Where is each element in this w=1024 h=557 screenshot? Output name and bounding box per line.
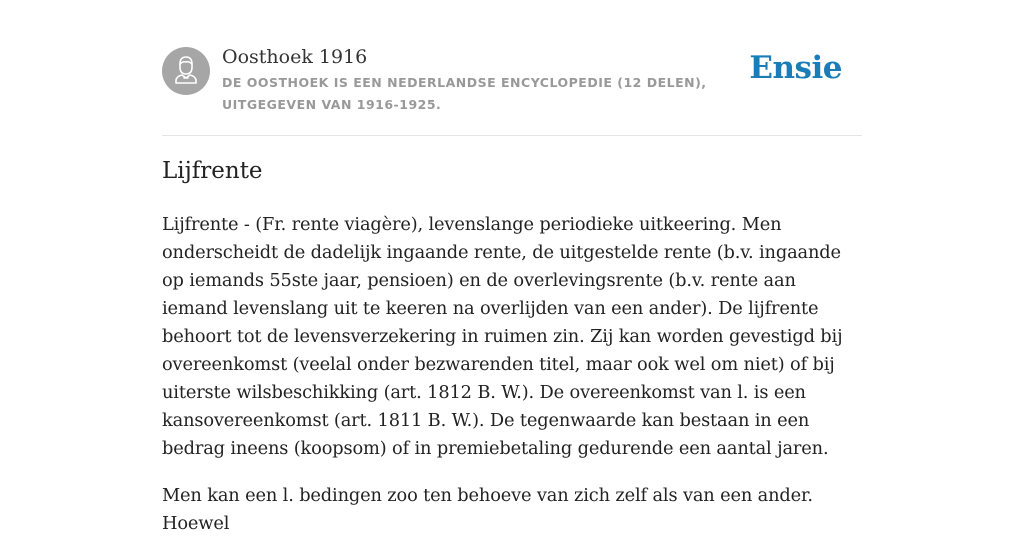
source-title[interactable]: Oosthoek 1916 (222, 46, 368, 68)
header-divider (162, 135, 862, 136)
user-silhouette-icon (162, 47, 210, 95)
source-header (162, 40, 862, 136)
article-paragraph: Men kan een l. bedingen zoo ten behoeve van zich zelf als van een ander. Hoewel (162, 485, 813, 534)
avatar[interactable] (162, 47, 210, 95)
article-title: Lijfrente (162, 158, 263, 184)
article-body (162, 211, 862, 557)
source-description: DE OOSTHOEK IS EEN NEDERLANDSE ENCYCLOPEDIE (12 DELEN), UITGEGEVEN VAN 1916-1925. (222, 75, 707, 112)
article-paragraph: Lijfrente - (Fr. rente viagère), levenslange periodieke uitkeering. Men onderscheidt de dadelijk ingaande rente, de uitgestelde rente (b.v. ingaande op iemands 55ste jaar, pensioen) en de overlevingsrente (b.v. rente aan iemand levenslang uit te keeren na overlijden van een ander). De lijfrente behoort tot de levensverzekering in ruimen zin. Zij kan worden gevestigd bij overeenkomst (veelal onder bezwarenden titel, maar ook wel om niet) of bij uiterste wilsbeschikking (art. 1812 B. W.). De overeenkomst van l. is een kansovereenkomst (art. 1811 B. W.). De tegenwaarde kan bestaan in een bedrag ineens (koopsom) of in premiebetaling gedurende een aantal jaren. (162, 214, 843, 459)
brand-logo[interactable]: Ensie (749, 50, 842, 86)
